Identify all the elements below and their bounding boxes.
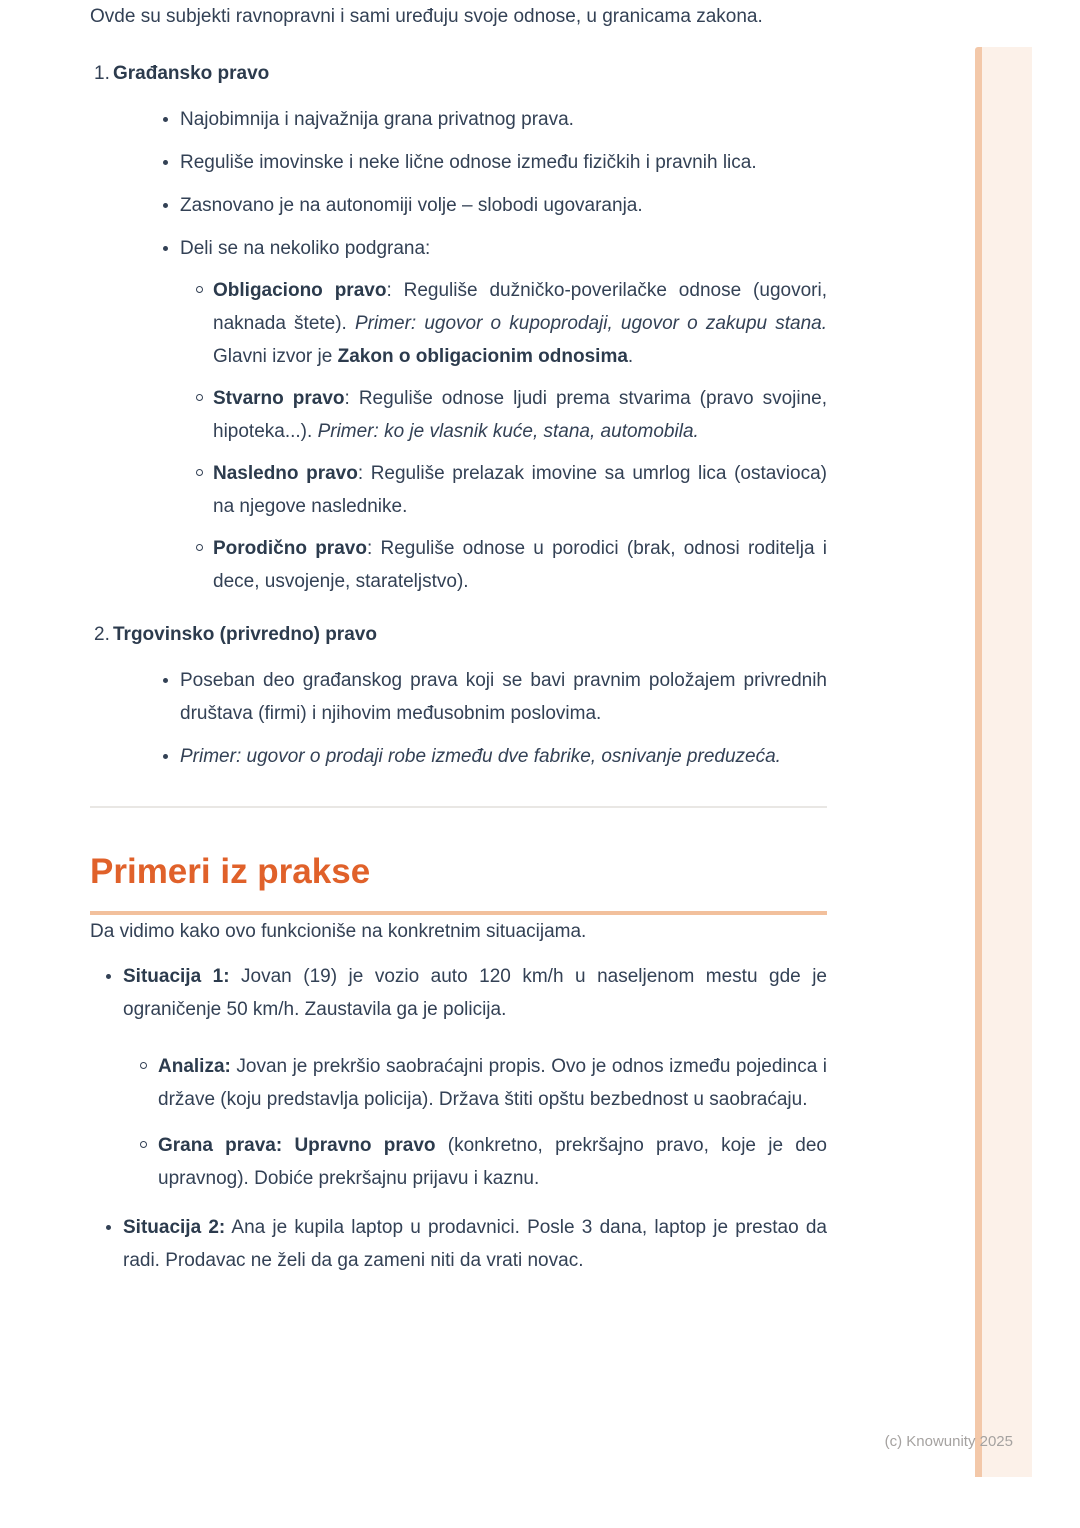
paragraph [123,960,827,1026]
list-item-law-branch [123,1129,827,1195]
text-run: . [627,346,634,367]
intro-paragraph: Ovde su subjekti ravnopravni i sami uređuju svoje odnose, u granicama zakona. [90,6,763,27]
copyright-footer: (c) Knowunity 2025 [884,1433,1013,1450]
paragraph: Najobimnija i najvažnija grana privatnog prava. [180,109,574,130]
text-run: (konkretno, prekršajno pravo, koje je deo upravnog). Dobiće prekršajnu prijavu i kaznu. [158,1135,827,1189]
list-item-analysis [123,1050,827,1116]
example-italic: Primer: ko je vlasnik kuće, stana, automobila. [317,421,699,442]
section-divider [90,806,827,808]
civil-law-bullet-list [113,103,827,598]
commercial-law-title: Trgovinsko (privredno) pravo [113,624,377,645]
item-title [113,618,827,651]
civil-law-title: Građansko pravo [113,63,270,84]
paragraph [213,382,827,448]
branch-label-bold: Grana prava: Upravno pravo [158,1135,436,1156]
example-italic-paragraph: Primer: ugovor o prodaji robe između dve fabrike, osnivanje preduzeća. [180,746,781,767]
item-title [113,57,827,90]
paragraph [158,1129,827,1195]
practice-bullet-list [90,960,827,1277]
item-number: 1. [94,63,110,84]
practice-intro-paragraph: Da vidimo kako ovo funkcioniše na konkretnim situacijama. [90,921,587,942]
situation-1-sublist [123,1050,827,1195]
list-item [113,189,827,222]
commercial-law-bullet-list [113,664,827,773]
numbered-item-civil-law [90,57,827,598]
term-bold: Stvarno pravo [213,388,345,409]
list-item [113,146,827,179]
document-content [90,0,827,1277]
paragraph [213,457,827,523]
term-bold: Obligaciono pravo [213,280,387,301]
paragraph [213,532,827,598]
example-italic: Primer: ugovor o kupoprodaji, ugovor o zakupu stana. [354,313,827,334]
list-item-stvarno [180,382,827,448]
analysis-label-bold: Analiza: [158,1056,231,1077]
numbered-item-commercial-law [90,618,827,773]
list-item [113,664,827,730]
list-item-porodicno [180,532,827,598]
list-item-situation-1 [90,960,827,1195]
page-margin-stripe [975,47,1032,1477]
list-item [113,232,827,598]
paragraph: Reguliše imovinske i neke lične odnose između fizičkih i pravnih lica. [180,152,757,173]
text-run: Ana je kupila laptop u prodavnici. Posle 3 dana, laptop je prestao da radi. Prodavac ne želi da ga zameni niti da vrati novac. [123,1217,827,1271]
text-run: : Reguliše odnose ljudi prema stvarima (pravo svojine, hipoteka...). [213,388,827,442]
text-run: : Reguliše dužničko-poverilačke odnose (ugovori, naknada štete). [213,280,827,334]
paragraph [158,1050,827,1116]
situation-label-bold: Situacija 2: [123,1217,226,1238]
text-run: Glavni izvor je [213,346,338,367]
list-item-obligaciono [180,274,827,373]
list-item-nasledno [180,457,827,523]
law-name-bold: Zakon o obligacionim odnosima [337,346,628,367]
list-item [113,740,827,773]
text-run: Jovan (19) je vozio auto 120 km/h u naseljenom mestu gde je ograničenje 50 km/h. Zaustavila ga je policija. [123,966,827,1020]
list-item-situation-2 [90,1211,827,1277]
paragraph [123,1211,827,1277]
text-run: : Reguliše prelazak imovine sa umrlog lica (ostavioca) na njegove naslednike. [213,463,827,517]
term-bold: Nasledno pravo [213,463,358,484]
paragraph: Poseban deo građanskog prava koji se bavi pravnim položajem privrednih društava (firmi) i njihovim međusobnim poslovima. [180,670,827,724]
section-heading: Primeri iz prakse [90,852,371,891]
text-run: : Reguliše odnose u porodici (brak, odnosi roditelja i dece, usvojenje, starateljstvo). [213,538,827,592]
item-number: 2. [94,624,110,645]
paragraph: Deli se na nekoliko podgrana: [180,238,431,259]
situation-label-bold: Situacija 1: [123,966,230,987]
civil-law-sublist [180,274,827,598]
list-item [113,103,827,136]
text-run: Jovan je prekršio saobraćajni propis. Ovo je odnos između pojedinca i države (koju predstavlja policija). Država štiti opštu bezbednost u saobraćaju. [158,1056,827,1110]
term-bold: Porodično pravo [213,538,367,559]
paragraph: Zasnovano je na autonomiji volje – slobodi ugovaranja. [180,195,643,216]
paragraph [213,274,827,373]
